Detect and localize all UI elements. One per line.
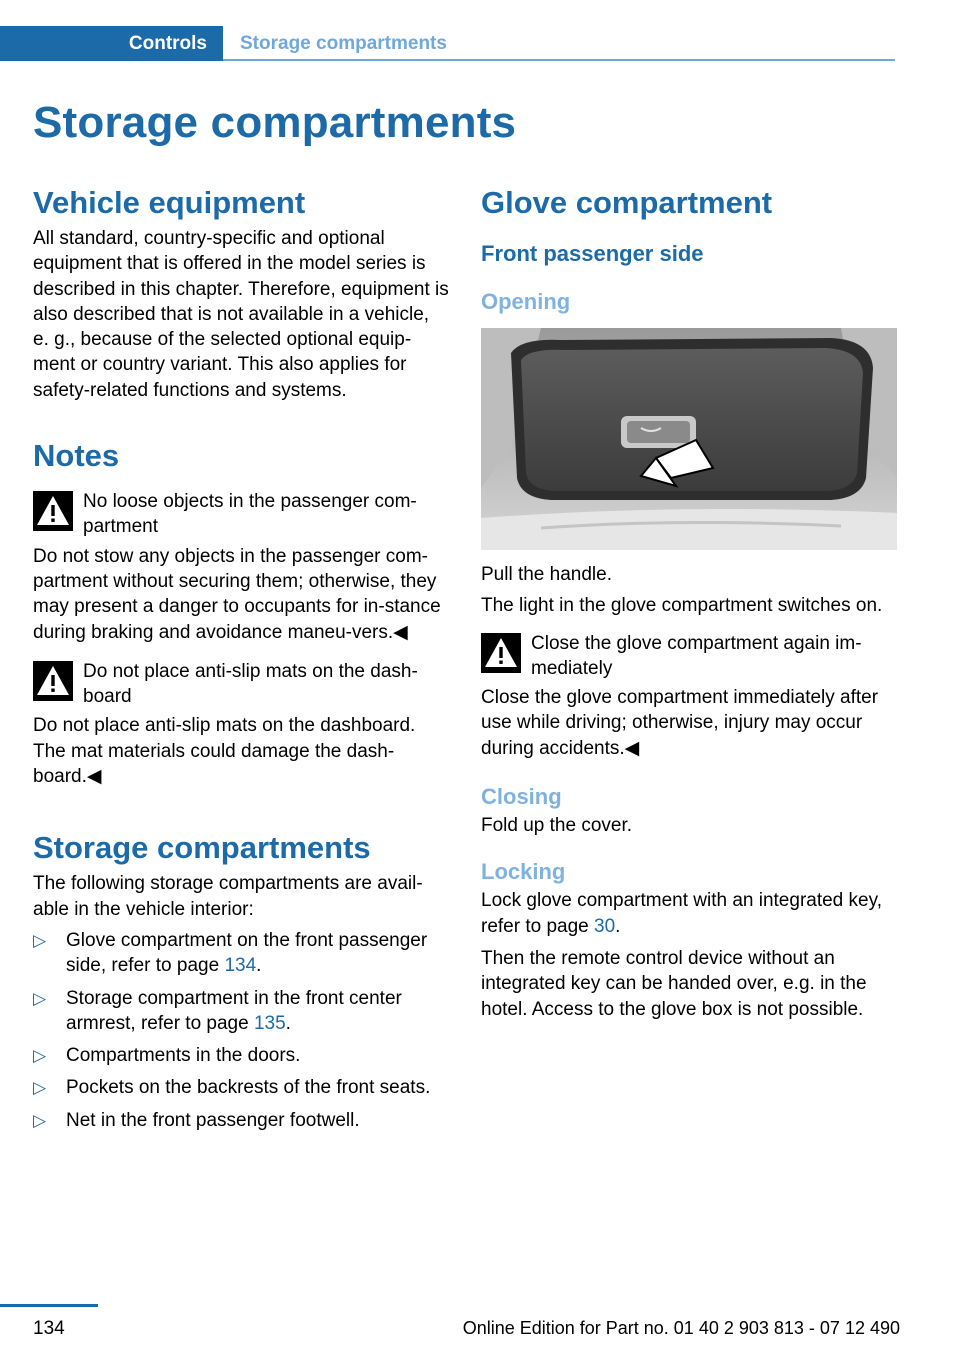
locking-text-2: Then the remote control device without an integrated key can be handed over, e.g. in the hotel. Access to the glove box is not possible. — [481, 947, 867, 1020]
locking-text: Lock glove compartment with an integrated key, refer to page 30. — [481, 890, 882, 937]
warning-text: Do not place anti-slip mats on the dashboard. The mat materials could damage the dash-board.◀ — [33, 715, 416, 788]
page-reference-link[interactable]: 134 — [224, 955, 257, 977]
warning-title: No loose objects in the passenger com-partment — [83, 491, 417, 538]
warning-title: Close the glove compartment again im-mediately — [531, 632, 862, 679]
bullet-triangle-icon: ▷ — [33, 1046, 47, 1066]
storage-compartments-heading: Storage compartments — [33, 830, 371, 866]
list-item: ▷ Storage compartment in the front center armrest, refer to page 135. — [33, 987, 402, 1034]
opening-text-1: Pull the handle. — [481, 564, 612, 585]
warning-note — [33, 489, 449, 540]
closing-text: Fold up the cover. — [481, 815, 633, 837]
opening-text-2: The light in the glove compartment switches on. — [481, 595, 883, 617]
page-header — [0, 26, 895, 61]
list-item: ▷ Compartments in the doors. — [33, 1043, 449, 1068]
warning-note — [33, 659, 449, 710]
storage-intro: The following storage compartments are avail-able in the vehicle interior: — [33, 873, 423, 920]
list-item: ▷ Net in the front passenger footwell. — [33, 1108, 449, 1133]
front-passenger-side-heading: Front passenger side — [481, 241, 704, 266]
edition-note: Online Edition for Part no. 01 40 2 903 813 - 07 12 490 — [462, 1318, 900, 1338]
left-column — [33, 180, 449, 1140]
warning-icon — [33, 491, 73, 531]
right-column — [481, 180, 897, 1022]
bullet-triangle-icon: ▷ — [33, 1078, 47, 1098]
section-tab[interactable]: Controls — [0, 26, 223, 61]
breadcrumb[interactable]: Storage compartments — [240, 33, 447, 54]
list-item: ▷ Pockets on the backrests of the front seats. — [33, 1075, 449, 1100]
storage-list — [33, 928, 449, 1133]
notes-heading: Notes — [33, 438, 120, 474]
list-item: ▷ Glove compartment on the front passenger side, refer to page 134. — [33, 929, 428, 977]
page-reference-link[interactable]: 135 — [253, 1012, 286, 1034]
header-rule — [223, 59, 895, 61]
warning-icon — [33, 661, 73, 701]
glove-compartment-photo — [481, 328, 897, 550]
glove-compartment-heading: Glove compartment — [481, 185, 773, 220]
opening-heading: Opening — [481, 289, 571, 314]
bullet-triangle-icon: ▷ — [33, 1110, 47, 1130]
page-reference-link[interactable]: 30 — [594, 915, 616, 937]
bullet-triangle-icon: ▷ — [33, 988, 47, 1008]
page-title: Storage compartments — [33, 98, 517, 147]
closing-heading: Closing — [481, 784, 562, 810]
vehicle-equipment-heading: Vehicle equipment — [33, 185, 306, 220]
warning-text: Do not stow any objects in the passenger com-partment without securing them; otherwise, they may present a danger to occupants for in-stance during braking and avoidance maneu-vers.◀ — [33, 545, 441, 643]
warning-icon — [481, 633, 521, 673]
bullet-triangle-icon: ▷ — [33, 930, 47, 950]
footer-rule — [0, 1304, 98, 1307]
warning-note — [481, 631, 897, 682]
vehicle-equipment-text: All standard, country-specific and optional equipment that is offered in the model series is described in this chapter. Therefore, equipment is also described that is not available in a vehicle, e. g., because of the selected optional equip-ment or country variant. This also applies for safety-related functions and systems. — [33, 228, 449, 401]
warning-title: Do not place anti-slip mats on the dash-board — [83, 660, 418, 708]
page-number: 134 — [33, 1318, 65, 1339]
warning-text: Close the glove compartment immediately after use while driving; otherwise, injury may occur during accidents.◀ — [481, 687, 879, 759]
locking-heading: Locking — [481, 859, 566, 885]
